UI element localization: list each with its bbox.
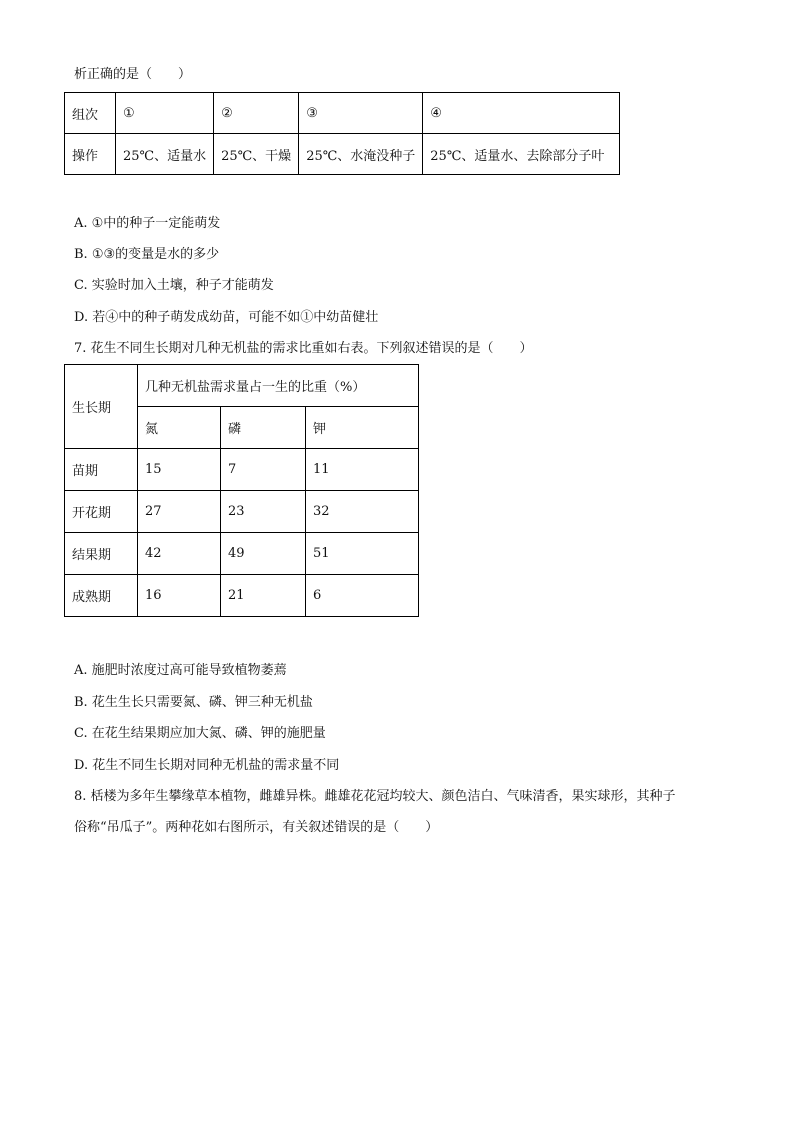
- q8-stem-line1: 8. 栝楼为多年生攀缘草本植物，雌雄异株。雌雄花花冠均较大、颜色洁白、气味清香，果实球形，其种子: [74, 789, 676, 804]
- q7-option-a: A. 施肥时浓度过高可能导致植物萎蔫: [74, 663, 287, 678]
- value-cell: 51: [306, 533, 419, 575]
- table-cell: 组次: [65, 93, 116, 134]
- value-cell: 16: [138, 575, 221, 617]
- table-cell: ③: [299, 93, 423, 134]
- q7-stem: 7. 花生不同生长期对几种无机盐的需求比重如右表。下列叙述错误的是（ ）: [74, 341, 533, 356]
- table-cell: 25℃、干燥: [214, 134, 299, 175]
- table-cell: 25℃、水淹没种子: [299, 134, 423, 175]
- table-row: [65, 449, 419, 491]
- q6-option-a: A. ①中的种子一定能萌发: [74, 216, 221, 231]
- q6-option-d: D. 若④中的种子萌发成幼苗，可能不如①中幼苗健壮: [74, 310, 379, 325]
- value-cell: 32: [306, 491, 419, 533]
- q7-option-d: D. 花生不同生长期对同种无机盐的需求量不同: [74, 758, 340, 773]
- table-row: [65, 533, 419, 575]
- q8-stem-line2: 俗称“吊瓜子”。两种花如右图所示，有关叙述错误的是（ ）: [74, 820, 439, 835]
- column-header-n: 氮: [138, 407, 221, 449]
- table-cell: 操作: [65, 134, 116, 175]
- value-cell: 49: [221, 533, 306, 575]
- table-row: [65, 93, 620, 134]
- value-cell: 27: [138, 491, 221, 533]
- column-header-k: 钾: [306, 407, 419, 449]
- stage-cell: 结果期: [65, 533, 138, 575]
- q7-nutrient-table: [64, 364, 419, 617]
- q6-experiment-table: [64, 92, 620, 175]
- row-header-cell: 生长期: [65, 365, 138, 449]
- table-row: [65, 575, 419, 617]
- value-cell: 7: [221, 449, 306, 491]
- q7-option-c: C. 在花生结果期应加大氮、磷、钾的施肥量: [74, 726, 326, 741]
- table-cell: ①: [116, 93, 214, 134]
- value-cell: 15: [138, 449, 221, 491]
- stage-cell: 开花期: [65, 491, 138, 533]
- q6-option-c: C. 实验时加入土壤，种子才能萌发: [74, 278, 274, 293]
- value-cell: 11: [306, 449, 419, 491]
- value-cell: 23: [221, 491, 306, 533]
- q6-stem-tail: 析正确的是（ ）: [74, 67, 192, 82]
- table-row: [65, 491, 419, 533]
- table-cell: ④: [423, 93, 620, 134]
- value-cell: 42: [138, 533, 221, 575]
- value-cell: 21: [221, 575, 306, 617]
- stage-cell: 成熟期: [65, 575, 138, 617]
- q6-option-b: B. ①③的变量是水的多少: [74, 247, 220, 262]
- q7-option-b: B. 花生生长只需要氮、磷、钾三种无机盐: [74, 695, 313, 710]
- table-row: [65, 134, 620, 175]
- group-header-cell: 几种无机盐需求量占一生的比重（%）: [138, 365, 419, 407]
- column-header-p: 磷: [221, 407, 306, 449]
- stage-cell: 苗期: [65, 449, 138, 491]
- table-row: [65, 365, 419, 407]
- table-cell: ②: [214, 93, 299, 134]
- table-cell: 25℃、适量水、去除部分子叶: [423, 134, 620, 175]
- table-cell: 25℃、适量水: [116, 134, 214, 175]
- value-cell: 6: [306, 575, 419, 617]
